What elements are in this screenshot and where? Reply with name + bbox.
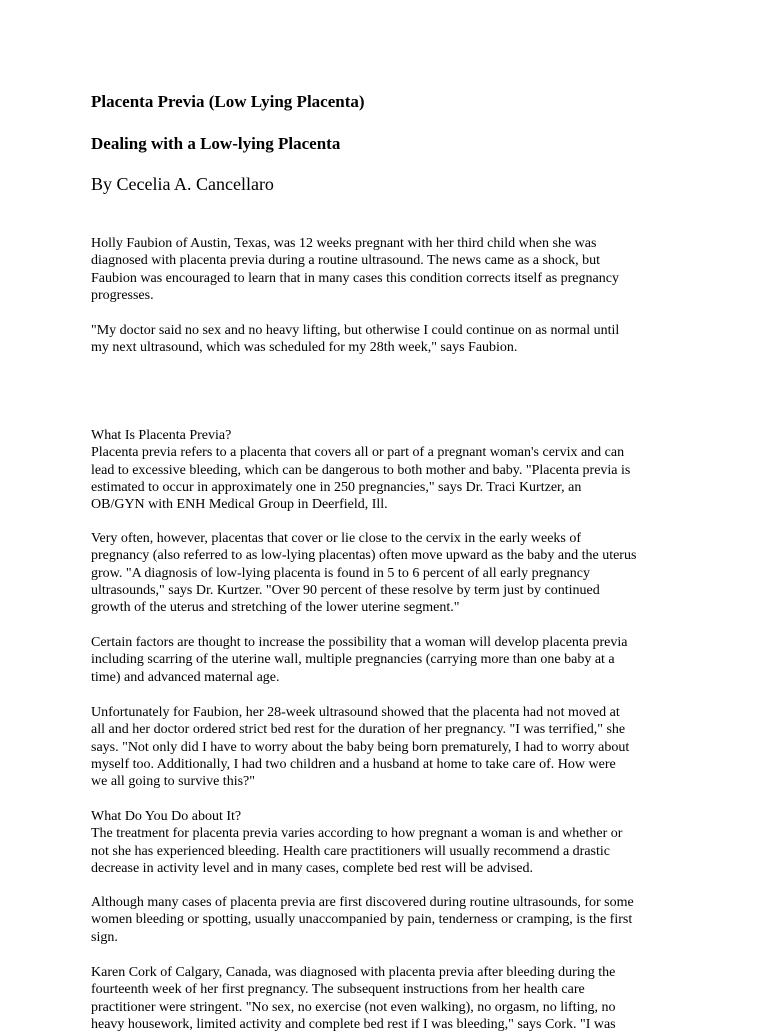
text-line: growth of the uterus and stretching of the lower uterine segment." — [91, 600, 460, 616]
text-line: OB/GYN with ENH Medical Group in Deerfield, Ill. — [91, 497, 388, 513]
text-line: we all going to survive this?" — [91, 774, 255, 790]
text-line: sign. — [91, 929, 118, 945]
text-line: Unfortunately for Faubion, her 28-week ultrasound showed that the placenta had not moved at — [91, 705, 620, 720]
paragraph-bleeding — [91, 894, 691, 946]
text-line: progresses. — [91, 287, 154, 303]
paragraph-quote — [91, 322, 691, 357]
document-title: Placenta Previa (Low Lying Placenta) — [91, 92, 365, 111]
text-line: time) and advanced maternal age. — [91, 669, 280, 685]
text-line: Holly Faubion of Austin, Texas, was 12 weeks pregnant with her third child when she was — [91, 236, 597, 251]
text-line: Placenta previa refers to a placenta that covers all or part of a pregnant woman's cervix and can — [91, 445, 625, 461]
paragraph-risk-factors — [91, 634, 691, 686]
text-line: decrease in activity level and in many cases, complete bed rest will be advised. — [91, 860, 534, 876]
text-line: women bleeding or spotting, usually unaccompanied by pain, tenderness or cramping, is the first — [91, 912, 633, 928]
text-line: The treatment for placenta previa varies according to how pregnant a woman is and whether or — [91, 826, 623, 842]
text-line: Although many cases of placenta previa are first discovered during routine ultrasounds, for some — [91, 895, 634, 910]
text-line: Certain factors are thought to increase the possibility that a woman will develop placenta previa — [91, 635, 628, 650]
text-line: practitioner were stringent. "No sex, no exercise (not even walking), no orgasm, no lifting, no — [91, 999, 616, 1015]
paragraph-faubion-bedrest — [91, 704, 691, 790]
section-what-is — [91, 427, 691, 513]
document-subtitle: Dealing with a Low-lying Placenta — [91, 134, 341, 153]
text-line: pregnancy (also referred to as low-lying placentas) often move upward as the baby and the uterus — [91, 548, 637, 564]
section-heading: What Do You Do about It? — [91, 809, 242, 824]
text-line: Karen Cork of Calgary, Canada, was diagnosed with placenta previa after bleeding during the — [91, 965, 616, 980]
text-line: my next ultrasound, which was scheduled for my 28th week," says Faubion. — [91, 340, 518, 356]
text-line: not she has experienced bleeding. Health care practitioners will usually recommend a drastic — [91, 843, 610, 859]
text-line: including scarring of the uterine wall, multiple pregnancies (carrying more than one baby at a — [91, 652, 615, 668]
paragraph-low-lying — [91, 530, 691, 616]
text-line: fourteenth week of her first pregnancy. The subsequent instructions from her health care — [91, 982, 585, 998]
text-line: Very often, however, placentas that cover or lie close to the cervix in the early weeks of — [91, 531, 582, 546]
text-line: all and her doctor ordered strict bed rest for the duration of her pregnancy. "I was terrified," she — [91, 722, 626, 738]
paragraph-karen-cork — [91, 964, 691, 1033]
text-line: estimated to occur in approximately one in 250 pregnancies," says Dr. Traci Kurtzer, an — [91, 479, 582, 495]
text-line: "My doctor said no sex and no heavy lifting, but otherwise I could continue on as normal until — [91, 323, 620, 338]
text-line: grow. "A diagnosis of low-lying placenta is found in 5 to 6 percent of all early pregnancy — [91, 565, 590, 581]
section-heading: What Is Placenta Previa? — [91, 428, 232, 443]
text-line: myself too. Additionally, I had two children and a husband at home to take care of. How were — [91, 756, 616, 772]
text-line: says. "Not only did I have to worry about the baby being born prematurely, I had to worry about — [91, 739, 630, 755]
paragraph-intro — [91, 235, 691, 304]
text-line: heavy housework, limited activity and complete bed rest if I was bleeding," says Cork. "I was — [91, 1016, 616, 1032]
author-byline: By Cecelia A. Cancellaro — [91, 174, 274, 194]
section-treatment — [91, 808, 691, 877]
text-line: ultrasounds," says Dr. Kurtzer. "Over 90 percent of these resolve by term just by continued — [91, 582, 600, 598]
text-line: diagnosed with placenta previa during a routine ultrasound. The news came as a shock, but — [91, 253, 601, 269]
text-line: Faubion was encouraged to learn that in many cases this condition corrects itself as pregnancy — [91, 270, 619, 286]
text-line: lead to excessive bleeding, which can be dangerous to both mother and baby. "Placenta previa is — [91, 462, 631, 478]
